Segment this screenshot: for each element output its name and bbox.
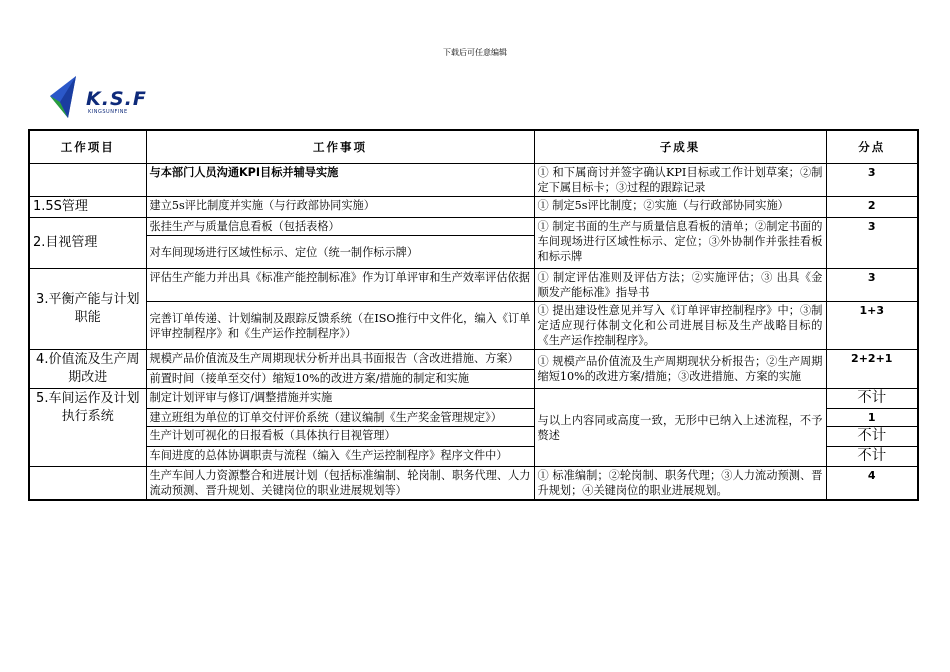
- table-row: [29, 218, 918, 236]
- table-row: [29, 350, 918, 370]
- task-cell: 制定计划评审与修订/调整措施并实施: [146, 389, 534, 409]
- task-cell: 对车间现场进行区域性标示、定位（统一制作标示牌）: [146, 236, 534, 269]
- result-cell: ① 制定评估准则及评估方法；②实施评估；③ 出具《金顺发产能标准》指导书: [534, 269, 826, 302]
- score-cell: 3: [826, 164, 918, 197]
- company-logo: [46, 74, 156, 120]
- table-row: [29, 164, 918, 197]
- header-item: 工作项目: [29, 130, 146, 164]
- task-cell: 评估生产能力并出具《标准产能控制标准》作为订单评审和生产效率评估依据: [146, 269, 534, 302]
- score-cell: 2+2+1: [826, 350, 918, 389]
- task-cell: 前置时间（接单至交付）缩短10%的改进方案/措施的制定和实施: [146, 369, 534, 389]
- result-cell: 与以上内容同或高度一致，无形中已纳入上述流程，不予赘述: [534, 389, 826, 467]
- result-cell: ① 提出建设性意见并写入《订单评审控制程序》中；③制定适应现行体制文化和公司进展目标及生产战略目标的《生产运作控制程序》。: [534, 302, 826, 350]
- table-row: [29, 302, 918, 350]
- score-cell: 3: [826, 269, 918, 302]
- task-cell: 生产计划可视化的日报看板（具体执行目视管理）: [146, 427, 534, 447]
- score-cell: 1+3: [826, 302, 918, 350]
- score-cell: 不计: [826, 427, 918, 447]
- header-note: 下载后可任意编辑: [443, 48, 507, 57]
- item-cell: 1.5S管理: [29, 197, 146, 218]
- item-cell: [29, 467, 146, 501]
- item-cell: 2.目视管理: [29, 218, 146, 269]
- table-header-row: [29, 130, 918, 164]
- result-cell: ① 制定5s评比制度；②实施（与行政部协同实施）: [534, 197, 826, 218]
- item-cell: 4.价值流及生产周期改进: [29, 350, 146, 389]
- header-score: 分点: [826, 130, 918, 164]
- item-cell: [29, 164, 146, 197]
- task-cell: 规模产品价值流及生产周期现状分析并出具书面报告（含改进措施、方案）: [146, 350, 534, 370]
- score-cell: 2: [826, 197, 918, 218]
- item-cell: 3.平衡产能与计划职能: [29, 269, 146, 350]
- table-row: [29, 197, 918, 218]
- task-cell: 建立5s评比制度并实施（与行政部协同实施）: [146, 197, 534, 218]
- task-cell: 生产车间人力资源整合和进展计划（包括标准编制、轮岗制、职务代理、人力流动预测、晋升规划、关键岗位的职业进展规划等）: [146, 467, 534, 501]
- task-cell: 建立班组为单位的订单交付评价系统（建议编制《生产奖金管理规定》）: [146, 409, 534, 427]
- score-cell: 4: [826, 467, 918, 501]
- score-cell: 不计: [826, 447, 918, 467]
- task-cell: 完善订单传递、计划编制及跟踪反馈系统（在ISO推行中文件化，编入《订单评审控制程序》和《生产运作控制程序》）: [146, 302, 534, 350]
- logo-brand: K.S.F: [86, 88, 147, 110]
- ksf-logo-icon: [46, 74, 86, 120]
- header-result: 子成果: [534, 130, 826, 164]
- table-row: [29, 389, 918, 409]
- result-cell: ① 和下属商讨并签字确认KPI目标或工作计划草案；②制定下属目标卡；③过程的跟踪记录: [534, 164, 826, 197]
- task-cell: 车间进度的总体协调职责与流程（编入《生产运控制程序》程序文件中）: [146, 447, 534, 467]
- table-row: [29, 269, 918, 302]
- header-task: 工作事项: [146, 130, 534, 164]
- result-cell: ① 制定书面的生产与质量信息看板的清单；②制定书面的车间现场进行区域性标示、定位；③外协制作并张挂看板和标示牌: [534, 218, 826, 269]
- task-cell: 张挂生产与质量信息看板（包括表格）: [146, 218, 534, 236]
- score-cell: 不计: [826, 389, 918, 409]
- score-cell: 3: [826, 218, 918, 269]
- score-cell: 1: [826, 409, 918, 427]
- table-row: [29, 467, 918, 501]
- item-cell: 5.车间运作及计划执行系统: [29, 389, 146, 467]
- kpi-table: [28, 129, 919, 501]
- result-cell: ① 标准编制；②轮岗制、职务代理；③人力流动预测、晋升规划；④关键岗位的职业进展规划。: [534, 467, 826, 501]
- logo-sub: KINGSUNFINE: [88, 109, 128, 115]
- result-cell: ① 规模产品价值流及生产周期现状分析报告；②生产周期缩短10%的改进方案/措施；③改进措施、方案的实施: [534, 350, 826, 389]
- task-cell: 与本部门人员沟通KPI目标并辅导实施: [146, 164, 534, 197]
